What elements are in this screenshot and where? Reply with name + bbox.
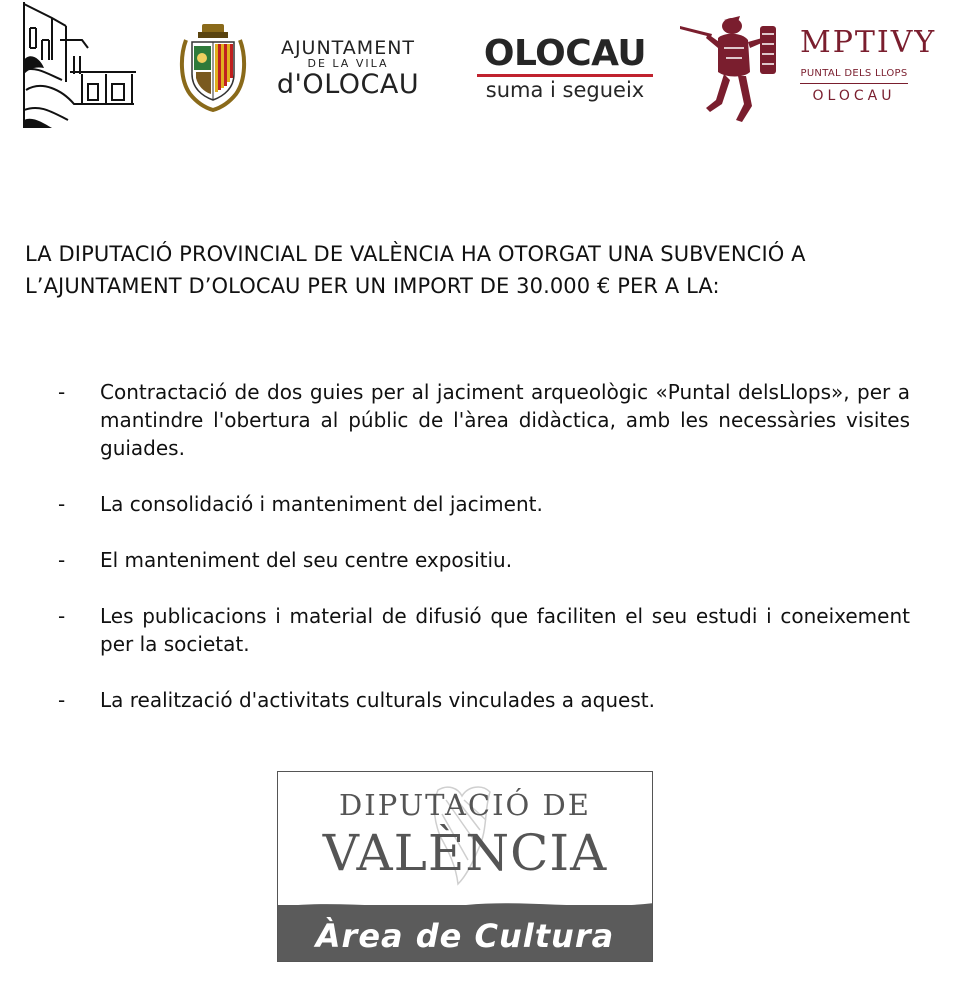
list-item (58, 686, 910, 714)
diputacio-valencia-logo (277, 771, 653, 962)
list-dash: - (58, 548, 66, 572)
iberian-warrior-icon (678, 12, 790, 124)
puntal-title: PUNTAL DELS LLOPS (800, 68, 908, 84)
diputacio-line3: Àrea de Cultura (315, 917, 615, 955)
list-dash: - (58, 604, 66, 628)
list-item-text: La realització d'activitats culturals vinculades a aquest. (100, 688, 655, 712)
diputacio-line2: VALÈNCIA (322, 824, 608, 882)
list-dash: - (58, 688, 66, 712)
list-item (58, 378, 910, 462)
grant-items-list (58, 378, 910, 742)
diputacio-line1: DIPUTACIÓ DE (339, 788, 591, 822)
olocau-slogan: suma i segueix (485, 78, 645, 102)
list-item (58, 602, 910, 658)
ajuntament-line2: DE LA VILA (307, 57, 389, 70)
puntal-place: OLOCAU (812, 88, 896, 104)
list-item (58, 546, 910, 574)
ajuntament-line1: AJUNTAMENT (280, 37, 416, 59)
ajuntament-line3: d'OLOCAU (276, 69, 420, 100)
list-item-text: Les publicacions i material de difusió que faciliten el seu estudi i coneixement per la societat. (100, 604, 910, 656)
list-item-text: La consolidació i manteniment del jaciment. (100, 492, 543, 516)
intro-paragraph (25, 238, 925, 302)
olocau-logo (476, 34, 654, 103)
intro-line-2: L’AJUNTAMENT D’OLOCAU PER UN IMPORT DE 30.000 € PER A LA: (25, 274, 720, 298)
list-item-text: Contractació de dos guies per al jaciment arqueològic «Puntal delsLlops», per a mantindre l'obertura al públic de l'àrea didàctica, amb les necessàries visites guiades. (100, 380, 910, 460)
list-dash: - (58, 492, 66, 516)
ajuntament-logo (270, 38, 426, 100)
puntal-iberian-text: ΜΡΤΙVY (800, 25, 937, 60)
coat-of-arms-icon (176, 22, 250, 112)
puntal-dels-llops-logo (800, 25, 937, 105)
intro-line-1: LA DIPUTACIÓ PROVINCIAL DE VALÈNCIA HA OTORGAT UNA SUBVENCIÓ A (25, 242, 806, 266)
list-item-text: El manteniment del seu centre expositiu. (100, 548, 513, 572)
village-sketch-logo (22, 0, 138, 130)
olocau-title: OLOCAU (483, 33, 647, 74)
list-dash: - (58, 380, 66, 404)
list-item (58, 490, 910, 518)
